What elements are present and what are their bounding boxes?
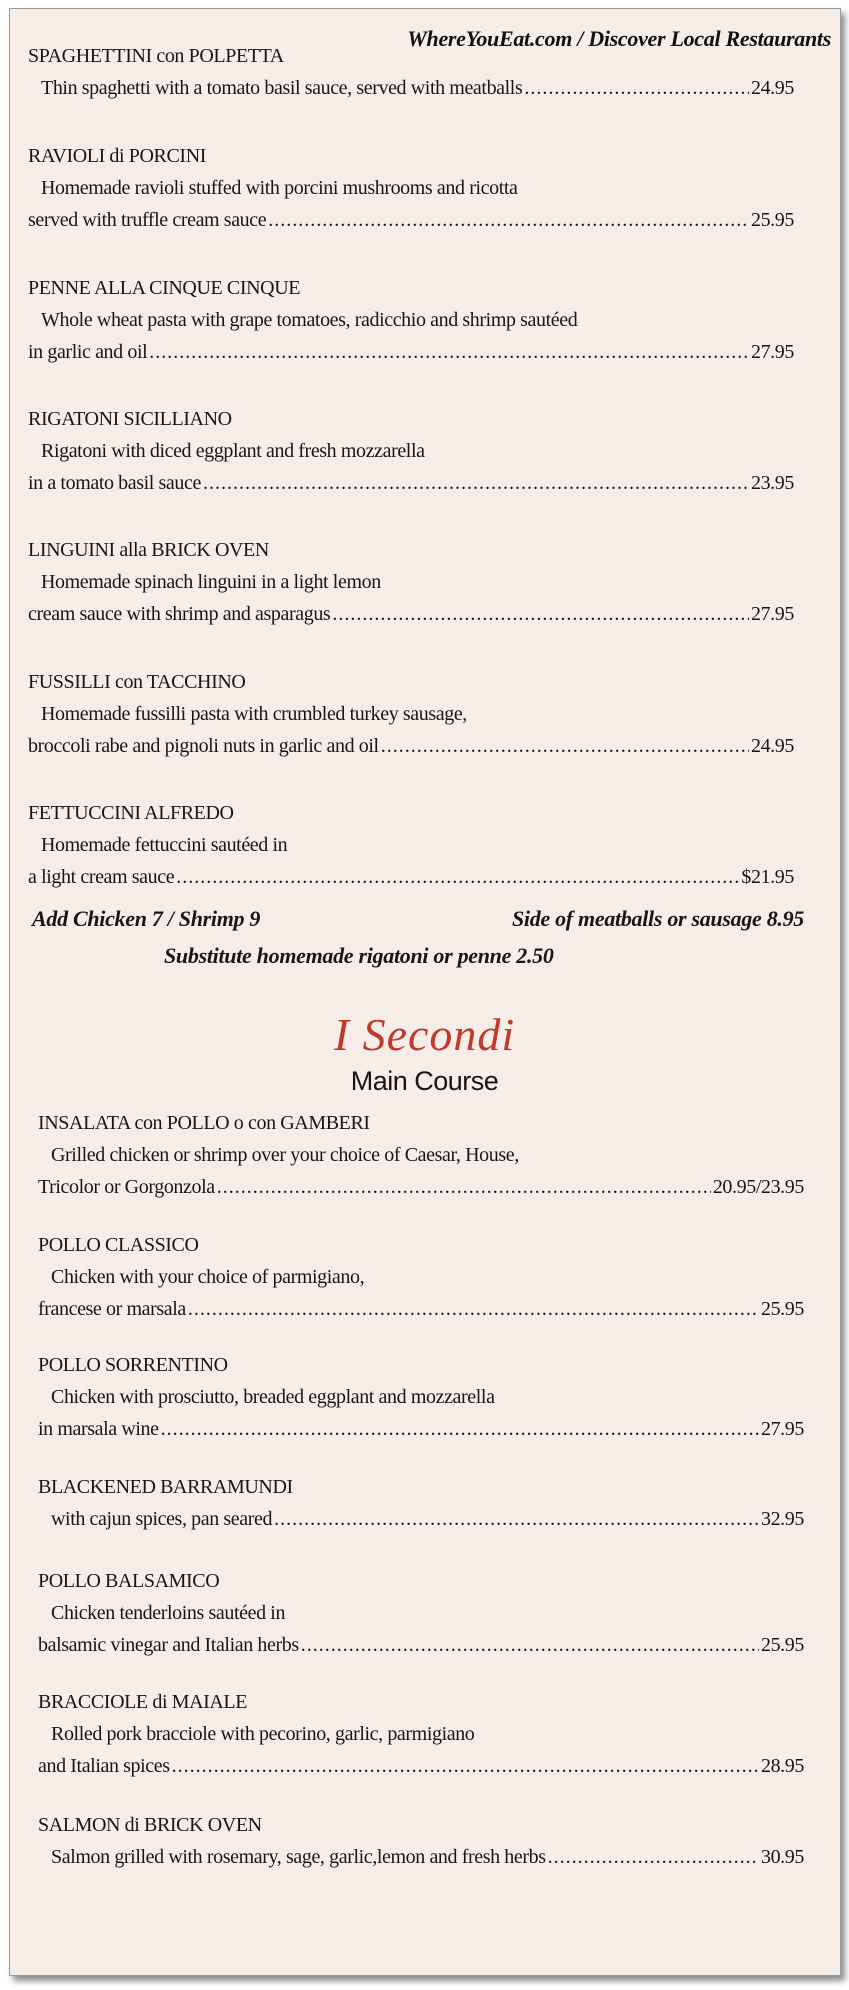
- menu-item: [38, 1686, 804, 1782]
- item-title: FETTUCCINI ALFREDO: [28, 802, 234, 824]
- item-title: POLLO BALSAMICO: [38, 1570, 220, 1592]
- item-price: $21.95: [741, 866, 794, 888]
- menu-item: [28, 403, 794, 499]
- item-title: SPAGHETTINI con POLPETTA: [28, 45, 284, 67]
- menu-item: [28, 534, 794, 630]
- item-description: Tricolor or Gorgonzola: [38, 1176, 215, 1198]
- item-description: Rolled pork bracciole with pecorino, garlic, parmigiano: [51, 1723, 475, 1745]
- menu-item: [28, 272, 794, 368]
- menu-item: [38, 1107, 804, 1203]
- menu-item: [38, 1565, 804, 1661]
- item-description: Thin spaghetti with a tomato basil sauce, served with meatballs: [41, 77, 523, 99]
- item-price: 20.95/23.95: [712, 1176, 804, 1198]
- item-title: POLLO CLASSICO: [38, 1234, 199, 1256]
- item-price-line: [28, 861, 794, 893]
- item-title: BLACKENED BARRAMUNDI: [38, 1476, 293, 1498]
- section-subtitle: Main Course: [350, 1066, 499, 1096]
- item-price-line: [38, 1171, 804, 1203]
- item-price: 28.95: [760, 1755, 804, 1777]
- dot-leader: [332, 598, 749, 630]
- item-price-line: [38, 1750, 804, 1782]
- item-description: Homemade ravioli stuffed with porcini mushrooms and ricotta: [41, 177, 518, 199]
- item-price: 24.95: [750, 77, 794, 99]
- item-price: 25.95: [760, 1634, 804, 1656]
- item-description: Chicken tenderloins sautéed in: [51, 1602, 286, 1624]
- item-description: Chicken with your choice of parmigiano,: [51, 1266, 365, 1288]
- item-price: 25.95: [760, 1298, 804, 1320]
- menu-item: [28, 666, 794, 762]
- dot-leader: [203, 467, 749, 499]
- item-price-line: [28, 336, 794, 368]
- item-title: POLLO SORRENTINO: [38, 1354, 228, 1376]
- item-description: Chicken with prosciutto, breaded eggplant and mozzarella: [51, 1386, 495, 1408]
- item-price-line: [28, 730, 794, 762]
- item-description: Rigatoni with diced eggplant and fresh mozzarella: [41, 440, 425, 462]
- item-price: 27.95: [750, 341, 794, 363]
- item-title: FUSSILLI con TACCHINO: [28, 671, 246, 693]
- item-title: INSALATA con POLLO o con GAMBERI: [38, 1112, 370, 1134]
- item-price-line: [28, 598, 794, 630]
- item-price-line: [38, 1293, 804, 1325]
- item-title: PENNE ALLA CINQUE CINQUE: [28, 277, 301, 299]
- substitute-note: Substitute homemade rigatoni or penne 2.50: [164, 943, 554, 968]
- item-title: SALMON di BRICK OVEN: [38, 1814, 262, 1836]
- dot-leader: [524, 72, 749, 104]
- item-price-line: [38, 1503, 804, 1535]
- item-title: RIGATONI SICILLIANO: [28, 408, 232, 430]
- item-description: Whole wheat pasta with grape tomatoes, radicchio and shrimp sautéed: [41, 309, 578, 331]
- dot-leader: [548, 1841, 759, 1873]
- item-description: Grilled chicken or shrimp over your choice of Caesar, House,: [51, 1144, 519, 1166]
- item-price: 32.95: [760, 1508, 804, 1530]
- item-description: broccoli rabe and pignoli nuts in garlic and oil: [28, 735, 379, 757]
- item-description: Salmon grilled with rosemary, sage, garlic,lemon and fresh herbs: [51, 1846, 546, 1868]
- item-price-line: [28, 204, 794, 236]
- item-title: LINGUINI alla BRICK OVEN: [28, 539, 269, 561]
- menu-item: [38, 1809, 804, 1873]
- menu-item: [28, 797, 794, 893]
- dot-leader: [161, 1413, 759, 1445]
- item-description: Homemade fussilli pasta with crumbled turkey sausage,: [41, 703, 467, 725]
- dot-leader: [176, 861, 739, 893]
- item-title: BRACCIOLE di MAIALE: [38, 1691, 248, 1713]
- dot-leader: [381, 730, 749, 762]
- add-protein-note: Add Chicken 7 / Shrimp 9: [32, 906, 261, 931]
- menu-item: [38, 1349, 804, 1445]
- dot-leader: [301, 1629, 759, 1661]
- item-description: and Italian spices: [38, 1755, 170, 1777]
- item-description: cream sauce with shrimp and asparagus: [28, 603, 331, 625]
- item-description: balsamic vinegar and Italian herbs: [38, 1634, 299, 1656]
- item-description: Homemade fettuccini sautéed in: [41, 834, 288, 856]
- menu-item: [38, 1229, 804, 1325]
- item-description: francese or marsala: [38, 1298, 186, 1320]
- dot-leader: [217, 1171, 711, 1203]
- dot-leader: [268, 204, 749, 236]
- item-description: in marsala wine: [38, 1418, 159, 1440]
- item-description: in garlic and oil: [28, 341, 148, 363]
- side-note: Side of meatballs or sausage 8.95: [512, 906, 804, 931]
- dot-leader: [172, 1750, 759, 1782]
- dot-leader: [188, 1293, 759, 1325]
- item-description: in a tomato basil sauce: [28, 472, 201, 494]
- item-price-line: [38, 1841, 804, 1873]
- item-description: Homemade spinach linguini in a light lemon: [41, 571, 381, 593]
- item-description: a light cream sauce: [28, 866, 175, 888]
- item-price: 27.95: [750, 603, 794, 625]
- item-price: 23.95: [750, 472, 794, 494]
- dot-leader: [149, 336, 749, 368]
- item-price-line: [28, 467, 794, 499]
- item-price-line: [38, 1413, 804, 1445]
- item-price: 24.95: [750, 735, 794, 757]
- menu-item: [38, 1471, 804, 1535]
- section-title: I Secondi: [333, 1009, 516, 1060]
- item-price-line: [28, 72, 794, 104]
- menu-item: [28, 140, 794, 236]
- dot-leader: [274, 1503, 759, 1535]
- item-description: served with truffle cream sauce: [28, 209, 267, 231]
- item-price: 25.95: [750, 209, 794, 231]
- item-price: 30.95: [760, 1846, 804, 1868]
- item-price-line: [38, 1629, 804, 1661]
- item-price: 27.95: [760, 1418, 804, 1440]
- watermark: WhereYouEat.com / Discover Local Restaurants: [407, 26, 831, 51]
- item-description: with cajun spices, pan seared: [51, 1508, 273, 1530]
- item-title: RAVIOLI di PORCINI: [28, 145, 206, 167]
